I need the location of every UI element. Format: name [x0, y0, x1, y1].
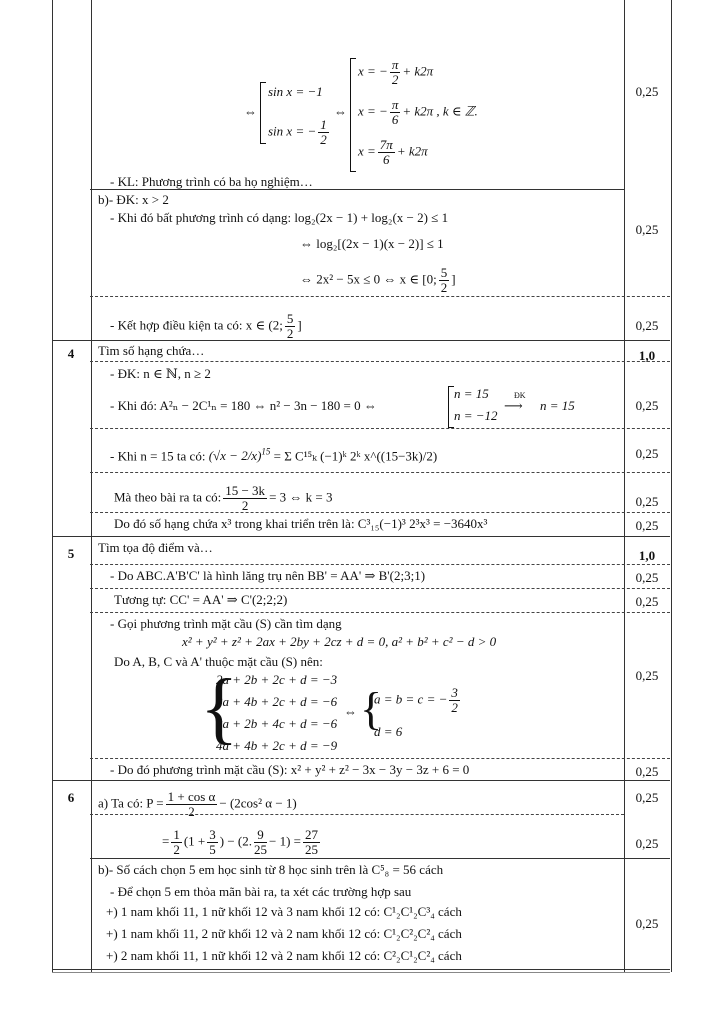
score-q5-3: 0,25 — [635, 668, 659, 683]
q4-case-a: n = 15 — [454, 386, 489, 401]
q6-b-2: - Để chọn 5 em thỏa mãn bài ra, ta xét các trường hợp sau — [110, 884, 412, 899]
question-number-5: 5 — [67, 546, 75, 561]
case-sin-2: sin x = − $\frac{1}{2}$ — [268, 117, 327, 147]
log-intro: - Khi đó bất phương trình có dạng: log₂(2x − 1) + log₂(x − 2) ≤ 1 — [110, 210, 449, 225]
score-q5-1: 0,25 — [635, 570, 659, 585]
case-bracket — [260, 82, 266, 144]
score-log-2: 0,25 — [635, 318, 659, 333]
score-q6-3: 0,25 — [635, 916, 659, 931]
q4-khi-do: - Khi đó: A²ₙ − 2C¹ₙ = 180 ⇔ n² − 3n − 180 = 0 ⇔ — [110, 398, 377, 413]
log-step-3: ⇔ 2x² − 5x ≤ 0 ⇔ x ∈ [0; $\frac{5}{2}$ ] — [300, 265, 456, 295]
q6-b-3: +) 1 nam khối 11, 1 nữ khối 12 và 3 nam khối 12 có: C¹₂C¹₂C³₄ cách — [106, 904, 462, 919]
equiv-symbol-2: ⇔ — [334, 104, 347, 119]
question-number-4: 4 — [67, 346, 75, 361]
q6-b-4: +) 1 nam khối 11, 2 nữ khối 12 và 2 nam khối 12 có: C¹₂C²₂C²₄ cách — [106, 926, 462, 941]
dashed-divider — [90, 588, 670, 589]
q6-b-5: +) 2 nam khối 11, 1 nữ khối 12 và 2 nam khối 12 có: C²₂C¹₂C²₄ cách — [106, 948, 462, 963]
q5-line-3: - Gọi phương trình mặt cầu (S) cần tìm dạng — [110, 616, 342, 631]
q6-a: a) Ta có: P = $\frac{\text{1 + cos α}}{2}$ − (2cos² α − 1) — [98, 789, 297, 819]
score-top: 0,25 — [635, 84, 659, 99]
dashed-divider — [90, 428, 670, 429]
system-eq-4: 4a + 4b + 2c + d = −9 — [216, 738, 338, 753]
solution-3: x = $\frac{7\pi}{6}$ + k2π — [358, 137, 428, 167]
divider — [52, 536, 670, 537]
q4-expansion: - Khi n = 15 ta có: $(√x - 2/x)^{15} = \Sigma$ C¹⁵ₖ (−1)ᵏ 2ᵏ x^((15−3k)/2) — [110, 447, 438, 464]
q4-title: Tìm số hạng chứa… — [98, 343, 205, 358]
q4-total: 1,0 — [638, 348, 656, 363]
system-eq-2: 2a + 4b + 2c + d = −6 — [216, 694, 338, 709]
q5-line-1: - Do ABC.A'B'C' là hình lăng trụ nên BB' = AA' ⇒ B'(2;3;1) — [110, 568, 426, 583]
score-q4-2: 0,25 — [635, 446, 659, 461]
result-1: a = b = c = − $\frac{3}{2}$ — [374, 685, 458, 715]
dashed-divider — [90, 564, 670, 565]
solution-1: x = − $\frac{\pi}{2}$ + k2π — [358, 57, 434, 87]
log-combine: - Kết hợp điều kiện ta có: x ∈ (2; $\frac{5}{2}$ ] — [110, 311, 302, 341]
dashed-divider — [90, 612, 670, 613]
q6-calc: = $\frac{1}{2}$ (1 + $\frac{3}{5}$ ) − (2. $\frac{9}{25}$ − 1) = $\frac{27}{25}$ — [162, 827, 319, 857]
log-condition: b)- ĐK: x > 2 — [98, 192, 169, 207]
solution-2: x = − $\frac{\pi}{6}$ + k2π , k ∈ ℤ. — [358, 97, 478, 127]
system-brace: { — [200, 664, 239, 752]
score-q5-2: 0,25 — [635, 594, 659, 609]
q5-title: Tìm tọa độ điểm và… — [98, 540, 213, 555]
divider — [90, 189, 624, 190]
dashed-divider — [90, 296, 670, 297]
score-q5-4: 0,25 — [635, 764, 659, 779]
dashed-divider — [90, 512, 670, 513]
case-sin-1: sin x = −1 — [268, 84, 323, 99]
result-brace: { — [360, 683, 383, 734]
dashed-divider — [90, 814, 624, 815]
q5-final: - Do đó phương trình mặt cầu (S): x² + y² + z² − 3x − 3y − 3z + 6 = 0 — [110, 762, 470, 777]
system-eq-1: 2a + 2b + 2c + d = −3 — [216, 672, 338, 687]
score-log-1: 0,25 — [635, 222, 659, 237]
q5-line-5: Do A, B, C và A' thuộc mặt cầu (S) nên: — [114, 654, 323, 669]
score-q4-1: 0,25 — [635, 398, 659, 413]
score-q4-4: 0,25 — [635, 518, 659, 533]
q5-line-2: Tương tự: CC' = AA' ⇒ C'(2;2;2) — [114, 592, 288, 607]
q4-theo: Mà theo bài ra ta có: $\frac{15 - 3k}{2}$ = 3 ⇔ k = 3 — [114, 483, 333, 513]
solution-bracket — [350, 58, 356, 172]
equiv-symbol: ⇔ — [244, 104, 257, 119]
table-bottom-border — [52, 969, 670, 970]
score-q6-2: 0,25 — [635, 836, 659, 851]
dashed-divider — [90, 361, 670, 362]
score-column — [624, 0, 672, 972]
q4-case-b: n = −12 — [454, 408, 498, 423]
question-number-column — [52, 0, 92, 972]
divider — [52, 340, 670, 341]
q4-arrow: ⟶ — [504, 398, 523, 413]
score-q6-1: 0,25 — [635, 790, 659, 805]
system-eq-3: 2a + 2b + 4c + d = −6 — [216, 716, 338, 731]
answer-table — [52, 0, 670, 972]
conclusion-text: - KL: Phương trình có ba họ nghiệm… — [110, 174, 313, 189]
divider — [90, 858, 670, 859]
dashed-divider — [90, 472, 670, 473]
result-2: d = 6 — [374, 724, 403, 739]
divider — [52, 780, 670, 781]
q5-total: 1,0 — [638, 548, 656, 563]
dashed-divider — [90, 758, 670, 759]
log-step-2: ⇔ log₂[(2x − 1)(x − 2)] ≤ 1 — [300, 236, 444, 251]
score-q4-3: 0,25 — [635, 494, 659, 509]
q4-arrow-label: ĐK — [514, 391, 526, 400]
q6-b-1: b)- Số cách chọn 5 em học sinh từ 8 học sinh trên là C⁵₈ = 56 cách — [98, 862, 444, 877]
q4-term: Do đó số hạng chứa x³ trong khai triển trên là: C³₁₅(−1)³ 2³x³ = −3640x³ — [114, 516, 488, 531]
system-equiv: ⇔ — [344, 704, 357, 719]
question-number-6: 6 — [67, 790, 75, 805]
table-bottom-border-2 — [52, 972, 670, 973]
q4-condition: - ĐK: n ∈ ℕ, n ≥ 2 — [110, 366, 211, 381]
q4-result: n = 15 — [540, 398, 575, 413]
q5-line-4: x² + y² + z² + 2ax + 2by + 2cz + d = 0, a² + b² + c² − d > 0 — [182, 634, 497, 649]
